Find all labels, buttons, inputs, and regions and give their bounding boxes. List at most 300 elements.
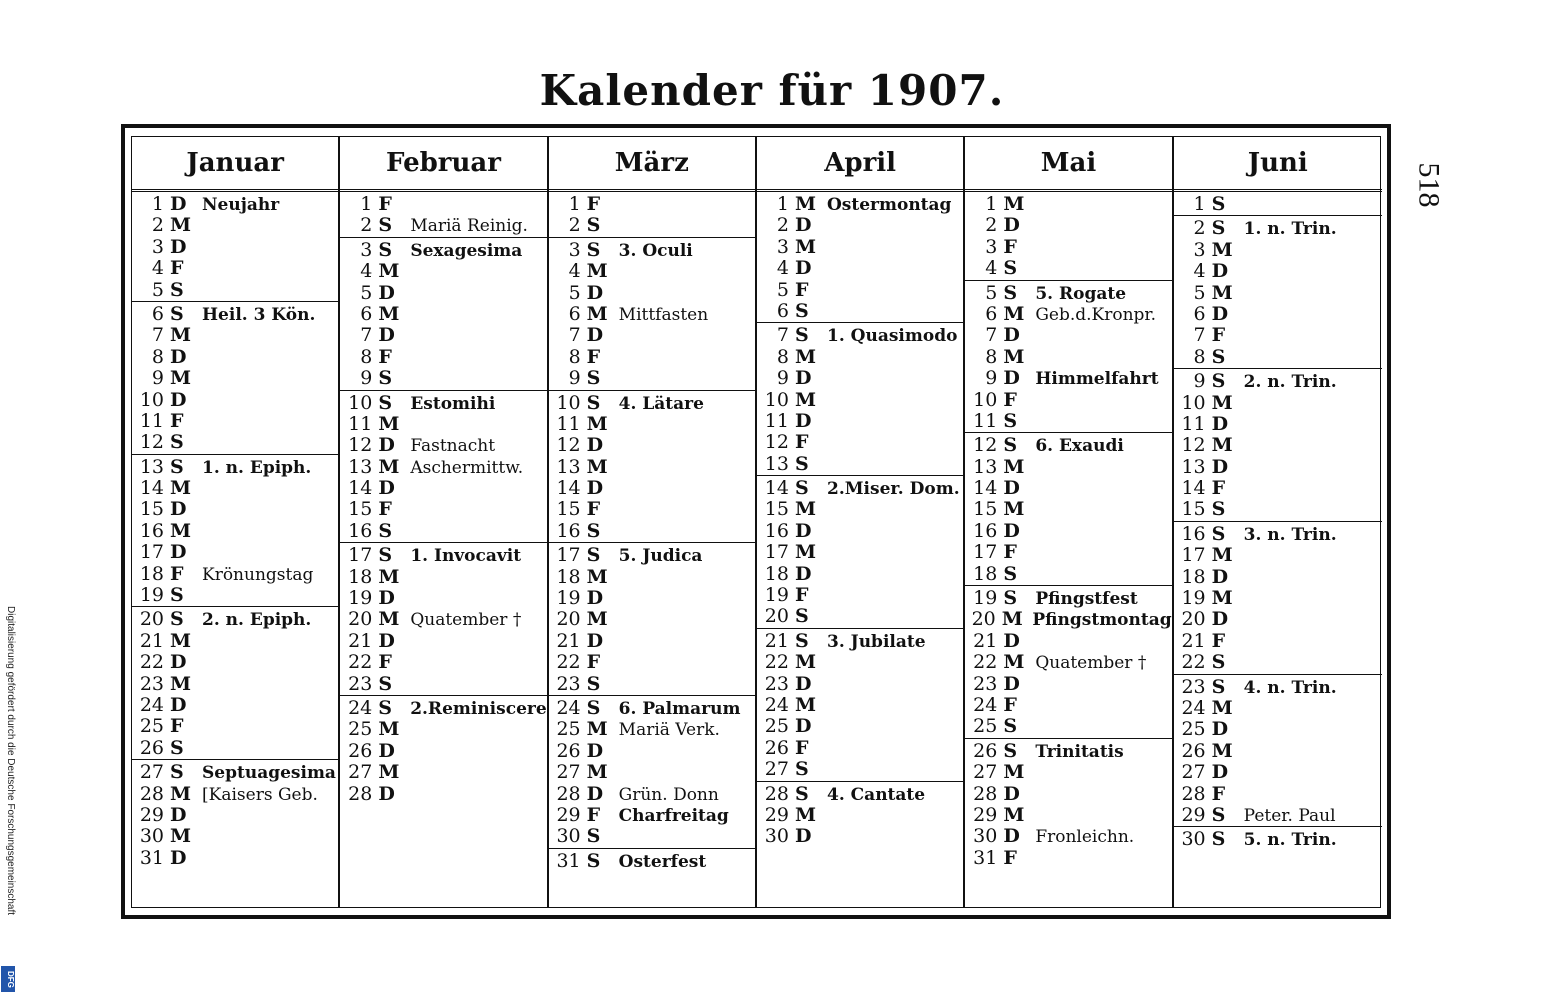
weekday-letter: F (170, 715, 184, 738)
day-row (965, 674, 1171, 695)
weekday-letter: F (1003, 693, 1017, 716)
weekday-letter: M (586, 761, 608, 784)
weekday-letter: D (794, 672, 812, 695)
weekday-letter: D (1211, 608, 1229, 631)
weekday-letter: D (170, 541, 187, 564)
day-row (1174, 499, 1382, 520)
day-number: 10 (973, 388, 998, 411)
weekday-letter: S (586, 849, 601, 872)
day-number: 5 (1193, 281, 1206, 304)
day-number: 26 (1181, 739, 1206, 762)
day-note: Himmelfahrt (1035, 369, 1159, 390)
day-row (340, 283, 546, 304)
day-row (757, 454, 963, 475)
page-title: Kalender für 1907. (539, 66, 1005, 115)
day-row (549, 652, 755, 673)
day-number: 17 (764, 541, 789, 564)
weekday-letter: M (170, 782, 192, 805)
day-number: 21 (1181, 629, 1206, 652)
day-number: 9 (776, 367, 789, 390)
week-block (132, 606, 338, 759)
day-number: 19 (973, 587, 998, 610)
week-block (757, 475, 963, 628)
weekday-letter: F (1211, 782, 1226, 805)
day-note: Quatember † (1035, 653, 1147, 674)
day-number: 3 (1193, 238, 1206, 261)
day-row (965, 215, 1171, 236)
month-name: Januar (132, 137, 338, 192)
day-number: 7 (568, 324, 581, 347)
week-block (965, 738, 1171, 869)
week-list (132, 192, 338, 869)
weekday-letter: S (1211, 522, 1226, 545)
day-number: 10 (1181, 391, 1206, 414)
weekday-letter: D (586, 281, 604, 304)
day-number: 17 (556, 544, 581, 567)
weekday-letter: M (1003, 302, 1025, 325)
weekday-letter: D (586, 477, 604, 500)
day-number: 28 (1181, 782, 1206, 805)
day-number: 16 (556, 519, 581, 542)
day-number: 25 (1181, 718, 1206, 741)
day-number: 28 (348, 782, 373, 805)
day-number: 12 (764, 431, 789, 454)
day-note: 2. n. Epiph. (202, 610, 312, 631)
weekday-letter: S (586, 367, 601, 390)
weekday-letter: S (1003, 587, 1018, 610)
day-row (1174, 218, 1382, 239)
day-row (757, 805, 963, 826)
weekday-letter: S (586, 672, 601, 695)
day-number: 30 (556, 825, 581, 848)
week-block (132, 759, 338, 869)
day-row (549, 851, 755, 872)
day-row (1174, 478, 1382, 499)
day-row (549, 567, 755, 588)
day-row (757, 347, 963, 368)
week-block (1174, 521, 1382, 674)
day-number: 15 (556, 498, 581, 521)
weekday-letter: F (794, 584, 809, 607)
day-row (549, 215, 755, 236)
day-number: 20 (971, 608, 996, 631)
day-row (132, 478, 338, 499)
weekday-letter: F (586, 345, 601, 368)
weekday-letter: M (378, 260, 400, 283)
weekday-letter: S (794, 452, 809, 475)
day-number: 5 (360, 281, 373, 304)
day-number: 24 (139, 693, 164, 716)
weekday-letter: S (794, 477, 809, 500)
day-row (340, 652, 546, 673)
day-row (340, 545, 546, 566)
day-row (549, 368, 755, 389)
day-row (340, 674, 546, 695)
weekday-letter: D (794, 715, 812, 738)
day-note: Trinitatis (1035, 741, 1124, 762)
day-number: 25 (139, 715, 164, 738)
month-column (549, 137, 757, 907)
day-number: 29 (973, 803, 998, 826)
weekday-letter: S (1211, 803, 1226, 826)
day-row (965, 368, 1171, 389)
day-row (340, 240, 546, 261)
weekday-letter: D (1003, 782, 1020, 805)
weekday-letter: M (378, 608, 400, 631)
weekday-letter: M (1003, 345, 1025, 368)
weekday-letter: M (378, 718, 400, 741)
day-number: 9 (985, 367, 998, 390)
day-number: 15 (1181, 498, 1206, 521)
day-number: 1 (776, 193, 789, 215)
day-row (132, 521, 338, 542)
day-row (1174, 631, 1382, 652)
day-row (340, 521, 546, 542)
day-row (757, 564, 963, 585)
weekday-letter: S (170, 584, 184, 607)
day-row (757, 652, 963, 673)
day-number: 10 (139, 388, 164, 411)
day-number: 20 (348, 608, 373, 631)
weekday-letter: M (794, 388, 817, 411)
day-number: 3 (360, 238, 373, 261)
day-number: 12 (556, 434, 581, 457)
day-row (965, 283, 1171, 304)
day-row (757, 542, 963, 563)
day-number: 24 (348, 696, 373, 719)
day-row (132, 762, 338, 783)
weekday-letter: M (1003, 193, 1025, 215)
day-note: 5. n. Trin. (1243, 830, 1337, 851)
day-number: 17 (348, 544, 373, 567)
day-row (1174, 240, 1382, 261)
day-row (757, 325, 963, 346)
weekday-letter: M (1001, 608, 1023, 631)
day-number: 30 (139, 825, 164, 848)
day-row (965, 435, 1171, 456)
day-number: 21 (139, 629, 164, 652)
day-row (549, 784, 755, 805)
day-note: 1. Invocavit (410, 546, 522, 567)
weekday-letter: M (378, 565, 400, 588)
weekday-letter: S (586, 696, 601, 719)
day-row (340, 631, 546, 652)
weekday-letter: M (586, 455, 608, 478)
week-list (340, 192, 546, 805)
weekday-letter: S (1211, 498, 1226, 521)
weekday-letter: D (378, 324, 395, 347)
weekday-letter: M (378, 455, 400, 478)
day-row (549, 631, 755, 652)
day-number: 23 (556, 672, 581, 695)
day-number: 9 (360, 367, 373, 390)
weekday-letter: S (586, 825, 601, 848)
weekday-letter: D (794, 214, 812, 237)
day-row (340, 784, 546, 805)
day-number: 11 (973, 409, 998, 432)
day-number: 14 (973, 477, 998, 500)
day-row (757, 411, 963, 432)
weekday-letter: F (586, 193, 601, 215)
week-block (965, 192, 1171, 280)
day-row (965, 716, 1171, 737)
weekday-letter: S (378, 519, 393, 542)
day-row (549, 240, 755, 261)
day-row (340, 567, 546, 588)
day-note: Pfingstmontag (1032, 610, 1172, 631)
day-number: 31 (139, 846, 164, 869)
day-number: 23 (139, 672, 164, 695)
day-number: 15 (348, 498, 373, 521)
weekday-letter: M (586, 302, 608, 325)
day-note: 5. Rogate (1035, 283, 1127, 304)
weekday-letter: M (586, 608, 608, 631)
weekday-letter: M (1211, 544, 1233, 567)
day-row (1174, 829, 1382, 850)
day-row (1174, 567, 1382, 588)
weekday-letter: M (170, 477, 192, 500)
day-row (1174, 677, 1382, 698)
weekday-letter: S (378, 214, 393, 237)
day-row (757, 280, 963, 301)
weekday-letter: D (170, 345, 187, 368)
day-row (549, 435, 755, 456)
day-row (340, 609, 546, 630)
day-number: 26 (764, 736, 789, 759)
day-note: Pfingstfest (1035, 589, 1138, 610)
week-block (1174, 368, 1382, 521)
day-number: 10 (556, 391, 581, 414)
day-number: 18 (556, 565, 581, 588)
day-row (965, 609, 1171, 630)
weekday-letter: F (170, 257, 184, 280)
weekday-letter: M (1003, 803, 1025, 826)
weekday-letter: M (794, 651, 817, 674)
day-row (757, 674, 963, 695)
day-number: 3 (776, 235, 789, 258)
day-number: 2 (985, 214, 998, 237)
day-row (549, 283, 755, 304)
weekday-letter: S (1003, 739, 1018, 762)
month-name: Mai (965, 137, 1171, 192)
day-row (757, 390, 963, 411)
day-number: 22 (764, 651, 789, 674)
weekday-letter: S (586, 214, 601, 237)
weekday-letter: D (170, 235, 187, 258)
day-note: 1. n. Epiph. (202, 457, 312, 478)
weekday-letter: D (1003, 214, 1020, 237)
day-row (340, 393, 546, 414)
day-row (132, 585, 338, 606)
day-number: 8 (568, 345, 581, 368)
day-note: 6. Exaudi (1035, 436, 1124, 457)
weekday-letter: M (794, 693, 817, 716)
weekday-letter: D (1211, 718, 1229, 741)
weekday-letter: S (1003, 281, 1018, 304)
day-row (549, 499, 755, 520)
weekday-letter: S (378, 672, 393, 695)
day-number: 11 (556, 412, 581, 435)
day-note: 2.Reminiscere (410, 698, 547, 719)
day-number: 2 (1193, 217, 1206, 240)
day-number: 28 (139, 782, 164, 805)
weekday-letter: D (1003, 367, 1020, 390)
weekday-letter: M (378, 412, 400, 435)
day-row (965, 457, 1171, 478)
day-row (757, 521, 963, 542)
week-block (965, 585, 1171, 738)
day-row (340, 325, 546, 346)
day-note: Quatember † (410, 610, 522, 631)
weekday-letter: M (1211, 739, 1233, 762)
week-block (340, 695, 546, 805)
day-number: 30 (1181, 828, 1206, 851)
day-note: Ostermontag (826, 195, 952, 215)
weekday-letter: S (378, 696, 392, 719)
weekday-letter: D (586, 324, 604, 347)
weekday-letter: D (1003, 324, 1020, 347)
weekday-letter: M (586, 718, 608, 741)
day-row (549, 674, 755, 695)
day-number: 14 (139, 477, 164, 500)
weekday-letter: M (794, 541, 817, 564)
weekday-letter: F (586, 803, 601, 826)
weekday-letter: S (170, 455, 184, 478)
day-row (1174, 545, 1382, 566)
weekday-letter: D (1003, 477, 1020, 500)
week-block (132, 301, 338, 454)
day-number: 24 (1181, 696, 1206, 719)
weekday-letter: M (586, 260, 608, 283)
day-number: 22 (348, 651, 373, 674)
week-block (1174, 192, 1382, 215)
day-number: 13 (139, 455, 164, 478)
day-number: 1 (151, 193, 164, 215)
day-row (132, 432, 338, 453)
day-row (1174, 457, 1382, 478)
weekday-letter: S (1211, 193, 1226, 215)
day-note: 3. Oculi (618, 240, 693, 261)
day-row (757, 631, 963, 652)
weekday-letter: M (794, 803, 817, 826)
day-row (965, 411, 1171, 432)
day-number: 13 (348, 455, 373, 478)
day-number: 24 (973, 693, 998, 716)
day-note: 4. Cantate (826, 784, 926, 805)
day-row (340, 741, 546, 762)
day-number: 20 (764, 605, 789, 628)
weekday-letter: F (1003, 388, 1017, 411)
day-number: 1 (360, 193, 373, 215)
day-number: 23 (973, 672, 998, 695)
weekday-letter: S (586, 238, 601, 261)
weekday-letter: M (170, 367, 192, 390)
day-row (757, 499, 963, 520)
day-note: [Kaisers Geb. (202, 784, 318, 805)
day-row (549, 478, 755, 499)
day-row (1174, 741, 1382, 762)
week-block (757, 192, 963, 322)
day-row (549, 698, 755, 719)
day-note: Neujahr (202, 195, 280, 215)
day-note: 5. Judica (618, 546, 703, 567)
day-number: 6 (776, 299, 789, 322)
day-number: 17 (1181, 544, 1206, 567)
day-number: 19 (1181, 587, 1206, 610)
day-number: 21 (764, 629, 789, 652)
weekday-letter: D (170, 388, 187, 411)
day-row (549, 545, 755, 566)
day-note: 2. n. Trin. (1243, 372, 1337, 393)
day-number: 13 (556, 455, 581, 478)
weekday-letter: M (1211, 281, 1233, 304)
day-row (1174, 414, 1382, 435)
day-number: 17 (973, 541, 998, 564)
day-row (340, 588, 546, 609)
day-number: 3 (985, 235, 998, 258)
day-row (132, 631, 338, 652)
day-row (340, 414, 546, 435)
day-number: 16 (348, 519, 373, 542)
day-row (757, 215, 963, 236)
day-row (132, 784, 338, 805)
weekday-letter: D (794, 367, 812, 390)
weekday-letter: M (378, 761, 400, 784)
day-row (757, 759, 963, 780)
day-number: 1 (985, 193, 998, 215)
day-number: 1 (1193, 193, 1206, 215)
week-block (757, 781, 963, 848)
weekday-letter: M (170, 519, 192, 542)
day-row (965, 478, 1171, 499)
day-number: 28 (556, 782, 581, 805)
day-number: 11 (139, 409, 164, 432)
day-number: 22 (556, 651, 581, 674)
weekday-letter: S (1211, 217, 1226, 240)
day-number: 11 (764, 409, 789, 432)
day-number: 8 (1193, 345, 1206, 368)
day-row (549, 805, 755, 826)
day-number: 20 (556, 608, 581, 631)
day-number: 18 (764, 562, 789, 585)
day-row (1174, 805, 1382, 826)
day-row (965, 631, 1171, 652)
week-block (549, 237, 755, 390)
weekday-letter: S (378, 238, 393, 261)
day-row (549, 521, 755, 542)
day-number: 16 (1181, 522, 1206, 545)
day-number: 13 (973, 455, 998, 478)
day-row (965, 762, 1171, 783)
day-note: Fastnacht (410, 436, 496, 457)
weekday-letter: D (1003, 825, 1020, 848)
week-block (549, 192, 755, 237)
weekday-letter: D (794, 519, 812, 542)
weekday-letter: M (170, 825, 192, 848)
day-number: 6 (151, 302, 164, 325)
weekday-letter: F (378, 345, 392, 368)
day-number: 7 (776, 324, 789, 347)
day-row (340, 347, 546, 368)
month-column (965, 137, 1173, 907)
day-row (549, 741, 755, 762)
weekday-letter: D (1211, 260, 1229, 283)
weekday-letter: F (170, 409, 184, 432)
day-number: 12 (1181, 434, 1206, 457)
day-row (965, 390, 1171, 411)
day-number: 23 (1181, 675, 1206, 698)
day-number: 7 (151, 324, 164, 347)
